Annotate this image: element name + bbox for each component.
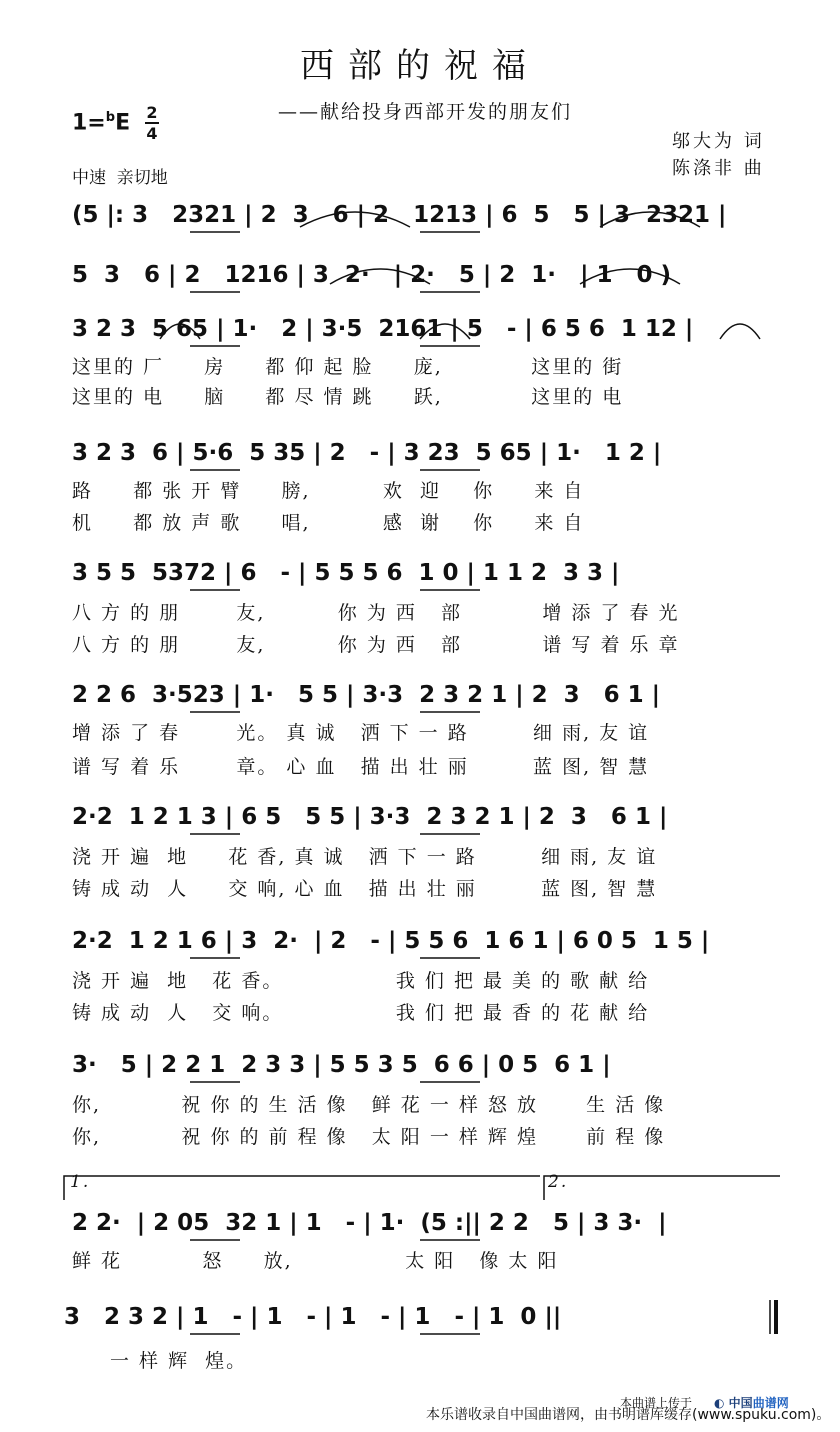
score-line-11: 3 2 3 2 | 1 - | 1 - | 1 - | 1 - | 1 0 || <box>64 1304 562 1330</box>
lyric-line-7-verse-2: 铸 成 动 人 交 响, 心 血 描 出 壮 丽 蓝 图, 智 慧 <box>72 878 658 900</box>
lyric-line-10-verse-1: 鲜 花 怒 放, 太 阳 像 太 阳 <box>72 1250 559 1272</box>
slur-arc <box>160 324 200 339</box>
score-line-2: 5 3 6 | 2 1216 | 3 2· | 2· 5 | 2 1· | 1 0 ) <box>72 262 672 288</box>
score-line-1: (5 |: 3 2321 | 2 3 6 | 2 1213 | 6 5 5 | 3 2321 | <box>72 202 727 228</box>
score-marks-group <box>64 212 780 1334</box>
lyric-line-3-verse-2: 这里的 电 脑 都 尽 情 跳 跃, 这里的 电 <box>72 386 624 408</box>
site-logo: ◐ 中国曲谱网 <box>714 1396 789 1410</box>
volta-2-label: 2. <box>548 1172 569 1192</box>
lyric-line-9-verse-1: 你, 祝 你 的 生 活 像 鲜 花 一 样 怒 放 生 活 像 <box>72 1094 666 1116</box>
slur-arc <box>420 324 470 339</box>
site-logo-icon: ◐ <box>714 1396 725 1410</box>
tempo-marking: 中速 亲切地 <box>72 168 168 188</box>
source-notice: 本乐谱收录自中国曲谱网，由书明谱库缓存(www.spuku.com)。 <box>426 1407 831 1423</box>
score-line-10: 2 2· | 2 05 32 1 | 1 - | 1· (5 :|| 2 2 5 | 3 3· | <box>72 1210 667 1236</box>
volta-1-label: 1. <box>70 1172 91 1192</box>
lyric-line-7-verse-1: 浇 开 遍 地 花 香, 真 诚 洒 下 一 路 细 雨, 友 谊 <box>72 846 658 868</box>
lyric-line-4-verse-2: 机 都 放 声 歌 唱, 感 谢 你 来 自 <box>72 512 585 534</box>
key-signature: 1=$^b$E <box>72 110 131 136</box>
score-line-9: 3· 5 | 2 2 1 2 3 3 | 5 5 3 5 6 6 | 0 5 6 1 | <box>72 1052 611 1078</box>
score-line-8: 2·2 1 2 1 6 | 3 2· | 2 - | 5 5 6 1 6 1 | 6 0 5 1 5 | <box>72 928 710 954</box>
lyric-line-8-verse-1: 浇 开 遍 地 花 香。 我 们 把 最 美 的 歌 献 给 <box>72 970 650 992</box>
score-line-6: 2 2 6 3·523 | 1· 5 5 | 3·3 2 3 2 1 | 2 3 6 1 | <box>72 682 661 708</box>
lyric-line-6-verse-1: 增 添 了 春 光。 真 诚 洒 下 一 路 细 雨, 友 谊 <box>72 722 650 744</box>
lyric-line-9-verse-2: 你, 祝 你 的 前 程 像 太 阳 一 样 辉 煌 前 程 像 <box>72 1126 666 1148</box>
lyric-line-6-verse-2: 谱 写 着 乐 章。 心 血 描 出 壮 丽 蓝 图, 智 慧 <box>72 756 650 778</box>
slur-arc <box>300 212 410 227</box>
score-line-4: 3 2 3 6 | 5·6 5 35 | 2 - | 3 23 5 65 | 1· 1 2 | <box>72 440 662 466</box>
slur-arc <box>720 324 760 339</box>
slur-arc <box>330 269 430 284</box>
lyric-line-4-verse-1: 路 都 张 开 臂 膀, 欢 迎 你 来 自 <box>72 480 585 502</box>
volta-1-bracket <box>64 1176 540 1200</box>
lyric-line-5-verse-2: 八 方 的 朋 友, 你 为 西 部 谱 写 着 乐 章 <box>72 634 680 656</box>
song-subtitle: ——献给投身西部开发的朋友们 <box>278 101 573 123</box>
score-line-7: 2·2 1 2 1 3 | 6 5 5 5 | 3·3 2 3 2 1 | 2 3 6 1 | <box>72 804 668 830</box>
lyric-line-11-verse-1: 一 样 辉 煌。 <box>110 1350 248 1372</box>
composer-credit: 陈涤非 曲 <box>672 158 765 179</box>
lyricist-credit: 邬大为 词 <box>672 131 765 152</box>
upload-credit: 本曲谱上传于 <box>620 1396 693 1410</box>
time-signature: 2 4 <box>146 103 158 143</box>
lyric-line-8-verse-2: 铸 成 动 人 交 响。 我 们 把 最 香 的 花 献 给 <box>72 1002 650 1024</box>
lyric-line-3-verse-1: 这里的 厂 房 都 仰 起 脸 庞, 这里的 街 <box>72 356 624 378</box>
score-line-5: 3 5 5 5372 | 6 - | 5 5 5 6 1 0 | 1 1 2 3 3 | <box>72 560 620 586</box>
volta-2-bracket <box>544 1176 780 1200</box>
lyric-line-5-verse-1: 八 方 的 朋 友, 你 为 西 部 增 添 了 春 光 <box>72 602 680 624</box>
slur-arc <box>580 269 680 284</box>
song-title: 西部的祝福 <box>300 46 540 86</box>
score-line-3: 3 2 3 5 65 | 1· 2 | 3·5 2161 | 5 - | 6 5 6 1 12 | <box>72 316 694 342</box>
slur-arc <box>600 212 700 227</box>
